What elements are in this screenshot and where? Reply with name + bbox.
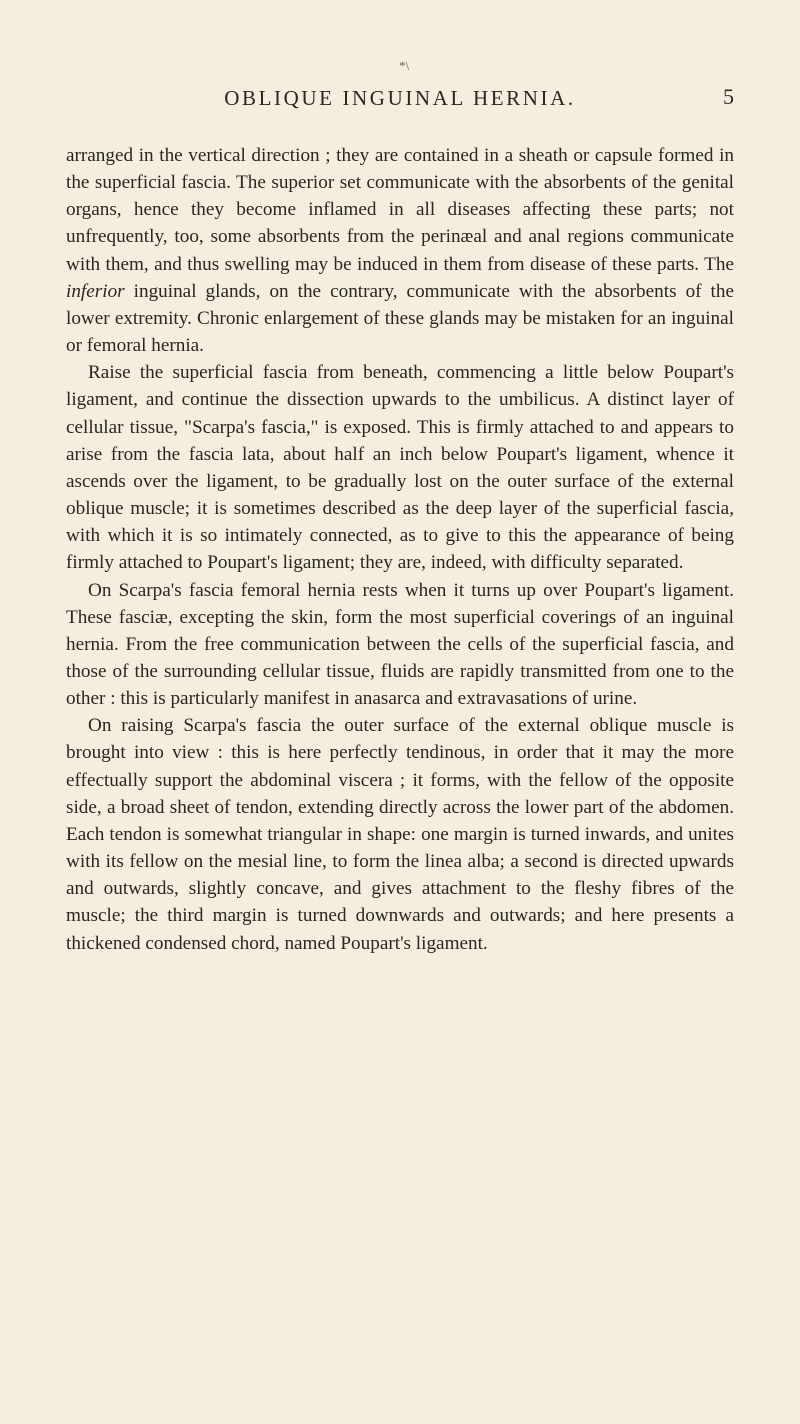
paragraph-external-oblique: On raising Scarpa's fascia the outer surface of the external oblique muscle is brought into view : this is here perfectly tendinous, in order that it may the more effectually support the abdominal viscera ; it forms, with the fellow of the opposite side, a broad sheet of tendon, extending directly across the lower part of the abdomen. Each tendon is somewhat triangular in shape: one margin is turned inwards, and unites with its fellow on the mesial line, to form the linea alba; a second is directed upwards and outwards, slightly concave, and gives attachment to the fleshy fibres of the muscle; the third margin is turned downwards and outwards; and here presents a thickened condensed chord, named Poupart's ligament. xyxy=(66,715,734,954)
running-title: OBLIQUE INGUINAL HERNIA. xyxy=(224,86,576,110)
page-number: 5 xyxy=(723,84,734,109)
paragraph-inguinal-glands: arranged in the vertical direction ; they are contained in a sheath or capsule formed in the superficial fascia. The superior set communicate with the absorbents of the genital organs, hence they become inflamed in all diseases affecting these parts; not unfrequently, too, some absorbents from the perinæal and anal regions communicate with them, and thus swelling may be induced in them from disease of these parts. The inferior inguinal glands, on the contrary, communicate with the absorbents of the lower extremity. Chronic enlargement of these glands may be mistaken for an inguinal or femoral hernia. xyxy=(66,145,734,357)
body-text xyxy=(66,142,734,957)
emphasis-inferior: inferior xyxy=(66,280,125,302)
book-page xyxy=(66,58,734,957)
running-head xyxy=(66,58,734,110)
paragraph-scarpas-fascia: Raise the superficial fascia from beneath, commencing a little below Poupart's ligament, and continue the dissection upwards to the umbilicus. A distinct layer of cellular tissue, "Scarpa's fascia," is exposed. This is firmly attached to and appears to arise from the fascia lata, about half an inch below Poupart's ligament, whence it ascends over the ligament, to be gradually lost on the outer surface of the external oblique muscle; it is sometimes described as the deep layer of the superficial fascia, with which it is so intimately connected, as to give to this the appearance of being firmly attached to Poupart's ligament; they are, indeed, with difficulty separated. xyxy=(66,362,734,574)
paragraph-femoral-hernia: On Scarpa's fascia femoral hernia rests when it turns up over Poupart's ligament. These fasciæ, excepting the skin, form the most superficial coverings of an inguinal hernia. From the free communication between the cells of the superficial fascia, and those of the surrounding cellular tissue, fluids are rapidly transmitted from one to the other : this is particularly manifest in anasarca and extravasations of urine. xyxy=(66,579,734,710)
printer-mark: *\ xyxy=(399,58,410,73)
